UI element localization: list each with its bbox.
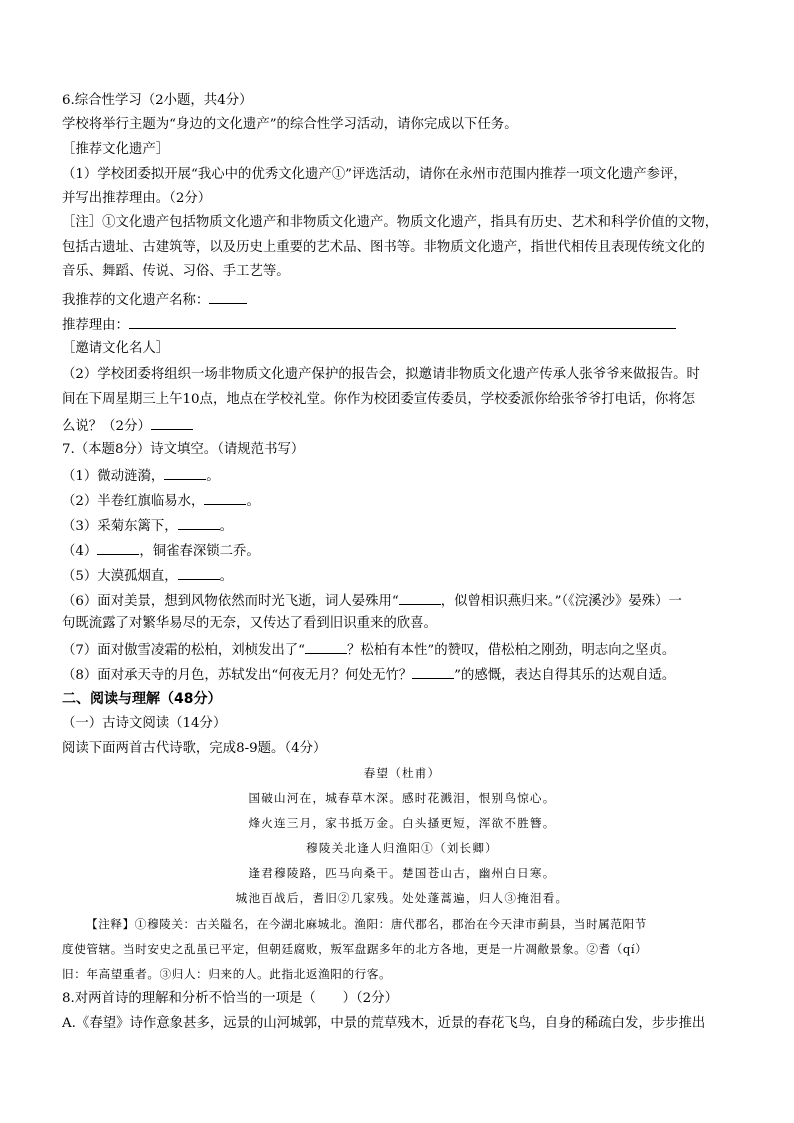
reason-row bbox=[62, 315, 742, 335]
poem2-line2: 城池百战后，耆旧②几家残。处处蓬蒿遍，归人③掩泪看。 bbox=[235, 891, 569, 905]
poem1-line1: 国破山河在，城春草木深。感时花溅泪，恨别鸟惊心。 bbox=[248, 791, 556, 805]
q7-item2-text: （2）半卷红旗临易水， bbox=[62, 494, 205, 509]
q7-item8-text: （8）面对承天寺的月色，苏轼发出“何夜无月？何处无竹？ bbox=[62, 668, 413, 683]
reason-label: 推荐理由： bbox=[62, 318, 129, 333]
q6-item2-line2: 间在下周星期三上午10点，地点在学校礼堂。你作为校团委宣传委员，学校委派你给张爷爷打电话，你将怎 bbox=[62, 392, 696, 407]
phone-call-blank[interactable] bbox=[151, 416, 193, 430]
poem-note-line1: 【注释】①穆陵关：古关隘名，在今湖北麻城北。渔阳：唐代郡名，郡治在今天津市蓟县，当时属范阳节 bbox=[86, 917, 647, 931]
q7-item1-text: （1）微动涟漪， bbox=[62, 469, 165, 484]
part2-subsection-title: （一）古诗文阅读（14分） bbox=[62, 716, 227, 731]
q7-blank-7[interactable] bbox=[305, 640, 347, 654]
q7-item3 bbox=[62, 516, 742, 536]
poem2-title: 穆陵关北逢人归渔阳①（刘长卿） bbox=[306, 841, 498, 855]
heritage-name-row bbox=[62, 290, 742, 310]
q7-item8-end: ”的感慨，表达自得其乐的达观自适。 bbox=[454, 668, 676, 683]
heritage-name-label: 我推荐的文化遗产名称： bbox=[62, 293, 210, 308]
q7-item3-text: （3）采菊东篱下， bbox=[62, 519, 178, 534]
q7-item4 bbox=[62, 541, 742, 561]
q7-item5-text: （5）大漠孤烟直， bbox=[62, 569, 178, 584]
q6-intro: 学校将举行主题为“身边的文化遗产”的综合性学习活动，请你完成以下任务。 bbox=[62, 117, 518, 132]
q7-item6-end: ，似曾相识燕归来。”（《浣溪沙》晏殊）一 bbox=[440, 594, 682, 609]
q6-item1-line2: 并写出推荐理由。（2分） bbox=[62, 191, 212, 206]
q7-blank-6[interactable] bbox=[399, 591, 441, 605]
q6-header: 6.综合性学习（2小题，共4分） bbox=[62, 93, 253, 108]
q7-item3-end: 。 bbox=[219, 519, 234, 534]
q7-blank-3[interactable] bbox=[178, 516, 220, 530]
q7-item5-end: 。 bbox=[219, 569, 234, 584]
q7-item4-end: ，铜雀春深锁二乔。 bbox=[139, 544, 260, 559]
q7-header: 7.（本题8分）诗文填空。（请规范书写） bbox=[62, 442, 305, 457]
q7-item6-line2: 句既流露了对繁华易尽的无奈，又传达了看到旧识重来的欣喜。 bbox=[62, 616, 437, 631]
q7-item6 bbox=[62, 591, 742, 611]
q7-item7-text: （7）面对傲雪凌霜的松柏，刘桢发出了“ bbox=[62, 643, 306, 658]
q6-item2-line3-row bbox=[62, 416, 742, 436]
q7-blank-5[interactable] bbox=[178, 566, 220, 580]
q6-note-line2: 包括古遗址、古建筑等，以及历史上重要的艺术品、图书等。非物质文化遗产，指世代相传且表现传统文化的 bbox=[62, 240, 705, 255]
q6-note-line3: 音乐、舞蹈、传说、习俗、手工艺等。 bbox=[62, 264, 290, 279]
q6-item2-line3: 么说？（2分） bbox=[62, 419, 151, 434]
q7-item1 bbox=[62, 466, 742, 486]
q7-item8 bbox=[62, 665, 742, 685]
poem-note-line3: 旧：年高望重者。③归人：归来的人。此指北返渔阳的行客。 bbox=[62, 967, 392, 981]
q7-blank-4[interactable] bbox=[97, 541, 139, 555]
q6-section1-title: ［推荐文化遗产］ bbox=[62, 142, 170, 157]
q7-item5 bbox=[62, 566, 742, 586]
q7-item2 bbox=[62, 491, 742, 511]
q7-blank-2[interactable] bbox=[204, 491, 246, 505]
q6-section2-title: ［邀请文化名人］ bbox=[62, 341, 170, 356]
q6-item2-line1: （2）学校团委将组织一场非物质文化遗产保护的报告会，拟邀请非物质文化遗产传承人张爷爷来做报告。时 bbox=[62, 367, 700, 382]
q8-stem: 8.对两首诗的理解和分析不恰当的一项是（ ）（2分） bbox=[62, 991, 398, 1006]
q8-option-a: A.《春望》诗作意象甚多，远景的山河城郭，中景的荒草残木，近景的春花飞鸟，自身的稀疏白发，步步推出 bbox=[62, 1016, 706, 1031]
q7-item7 bbox=[62, 640, 742, 660]
q7-blank-1[interactable] bbox=[164, 466, 206, 480]
reason-blank[interactable] bbox=[129, 315, 676, 329]
q7-item7-end: ？松柏有本性”的赞叹，借松柏之刚劲，明志向之坚贞。 bbox=[347, 643, 676, 658]
poem-note-line2: 度使管辖。当时安史之乱虽已平定，但朝廷腐败，叛军盘踞多年的北方各地，更是一片凋敝景象。②耆（qí） bbox=[62, 942, 648, 956]
poem2-line1: 逢君穆陵路，匹马向桑干。楚国苍山古，幽州白日寒。 bbox=[248, 866, 556, 880]
reading-intro: 阅读下面两首古代诗歌，完成8-9题。（4分） bbox=[62, 741, 327, 756]
q7-item2-end: 。 bbox=[246, 494, 260, 509]
q7-blank-8[interactable] bbox=[412, 665, 454, 679]
q7-item6-text: （6）面对美景，想到风物依然而时光飞逝，词人晏殊用“ bbox=[62, 594, 399, 609]
heritage-name-blank[interactable] bbox=[209, 290, 247, 304]
q7-item1-end: 。 bbox=[206, 469, 220, 484]
q7-item4-text: （4） bbox=[62, 544, 98, 559]
part2-title: 二、阅读与理解（48分） bbox=[62, 691, 222, 707]
q6-item1-line1: （1）学校团委拟开展“我心中的优秀文化遗产①”评选活动，请你在永州市范围内推荐一项文化遗产参评， bbox=[62, 167, 687, 182]
q6-note-line1: ［注］①文化遗产包括物质文化遗产和非物质文化遗产。物质文化遗产，指具有历史、艺术和科学价值的文物， bbox=[62, 215, 719, 230]
poem1-title: 春望（杜甫） bbox=[363, 766, 441, 780]
poem1-line2: 烽火连三月，家书抵万金。白头搔更短，浑欲不胜簪。 bbox=[248, 816, 556, 830]
